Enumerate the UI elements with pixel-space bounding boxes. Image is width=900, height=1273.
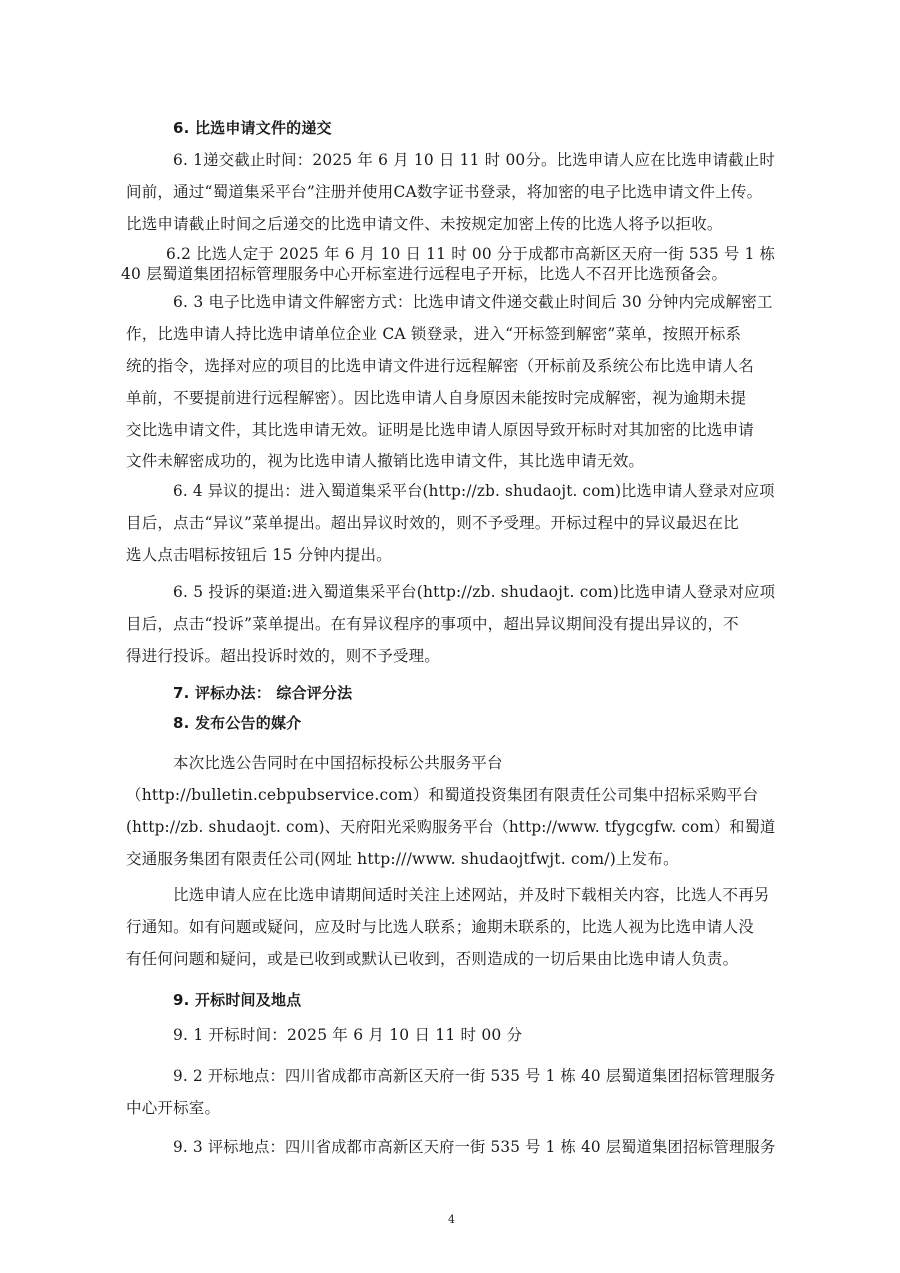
text-line: 9. 1 开标时间：2025 年 6 月 10 日 11 时 00 分 xyxy=(173,1026,523,1044)
text-line: 目后，点击“投诉”菜单提出。在有异议程序的事项中，超出异议期间没有提出异议的，不 xyxy=(126,615,739,633)
text-line: 统的指令，选择对应的项目的比选申请文件进行远程解密（开标前及系统公布比选申请人名 xyxy=(126,357,755,375)
text-line: （http://bulletin.cebpubservice.com）和蜀道投资集团有限责任公司集中招标采购平台 xyxy=(126,786,759,804)
text-line: 6. 4 异议的提出：进入蜀道集采平台(http://zb. shudaojt. com)比选申请人登录对应项 xyxy=(173,482,775,500)
text-line: 作，比选申请人持比选申请单位企业 CA 锁登录，进入“开标签到解密”菜单，按照开标系 xyxy=(126,325,742,343)
text-line: 选人点击唱标按钮后 15 分钟内提出。 xyxy=(126,546,392,564)
text-line: 间前，通过“蜀道集采平台”注册并使用CA数字证书登录，将加密的电子比选申请文件上传。 xyxy=(126,183,763,201)
text-line: 交通服务集团有限责任公司(网址 http:///www. shudaojtfwjt. com/)上发布。 xyxy=(126,850,679,868)
text-line: 行通知。如有问题或疑问，应及时与比选人联系；逾期未联系的，比选人视为比选申请人没 xyxy=(126,918,755,936)
text-line: 目后，点击“异议”菜单提出。超出异议时效的，则不予受理。开标过程中的异议最迟在比 xyxy=(126,514,739,532)
text-line: 40 层蜀道集团招标管理服务中心开标室进行远程电子开标，比选人不召开比选预备会。 xyxy=(121,265,728,283)
text-line: 9. 2 开标地点：四川省成都市高新区天府一街 535 号 1 栋 40 层蜀道集团招标管理服务 xyxy=(173,1067,776,1085)
text-line: 6.2 比选人定于 2025 年 6 月 10 日 11 时 00 分于成都市高新区天府一街 535 号 1 栋 xyxy=(166,245,776,263)
text-line: 中心开标室。 xyxy=(126,1099,221,1117)
text-line: 6. 5 投诉的渠道:进入蜀道集采平台(http://zb. shudaojt. com)比选申请人登录对应项 xyxy=(173,583,776,601)
text-line: 文件未解密成功的，视为比选申请人撤销比选申请文件，其比选申请无效。 xyxy=(126,452,645,470)
text-line: 9. 3 评标地点：四川省成都市高新区天府一街 535 号 1 栋 40 层蜀道集团招标管理服务 xyxy=(173,1138,776,1156)
text-line: 交比选申请文件，其比选申请无效。证明是比选申请人原因导致开标时对其加密的比选申请 xyxy=(126,421,755,439)
text-line: 比选申请截止时间之后递交的比选申请文件、未按规定加密上传的比选人将予以拒收。 xyxy=(126,215,723,233)
text-line: 6. 1递交截止时间：2025 年 6 月 10 日 11 时 00分。比选申请人应在比选申请截止时 xyxy=(173,151,775,169)
text-line: (http://zb. shudaojt. com)、天府阳光采购服务平台（http://www. tfygcgfw. com）和蜀道 xyxy=(126,818,776,836)
heading-evaluation-method: 7. 评标办法： 综合评分法 xyxy=(173,684,353,702)
text-line: 本次比选公告同时在中国招标投标公共服务平台 xyxy=(173,754,503,772)
text-line: 得进行投诉。超出投诉时效的，则不予受理。 xyxy=(126,647,441,665)
text-line: 单前，不要提前进行远程解密）。因比选申请人自身原因未能按时完成解密，视为逾期未提 xyxy=(126,389,747,407)
page-number: 4 xyxy=(448,1213,455,1226)
heading-publication-media: 8. 发布公告的媒介 xyxy=(173,714,302,732)
text-line: 比选申请人应在比选申请期间适时关注上述网站，并及时下载相关内容，比选人不再另 xyxy=(173,886,770,904)
text-line: 6. 3 电子比选申请文件解密方式：比选申请文件递交截止时间后 30 分钟内完成解密工 xyxy=(173,293,773,311)
heading-opening-time-place: 9. 开标时间及地点 xyxy=(173,991,302,1009)
heading-submission: 6. 比选申请文件的递交 xyxy=(173,119,332,137)
text-line: 有任何问题和疑问，或是已收到或默认已收到，否则造成的一切后果由比选申请人负责。 xyxy=(126,950,739,968)
